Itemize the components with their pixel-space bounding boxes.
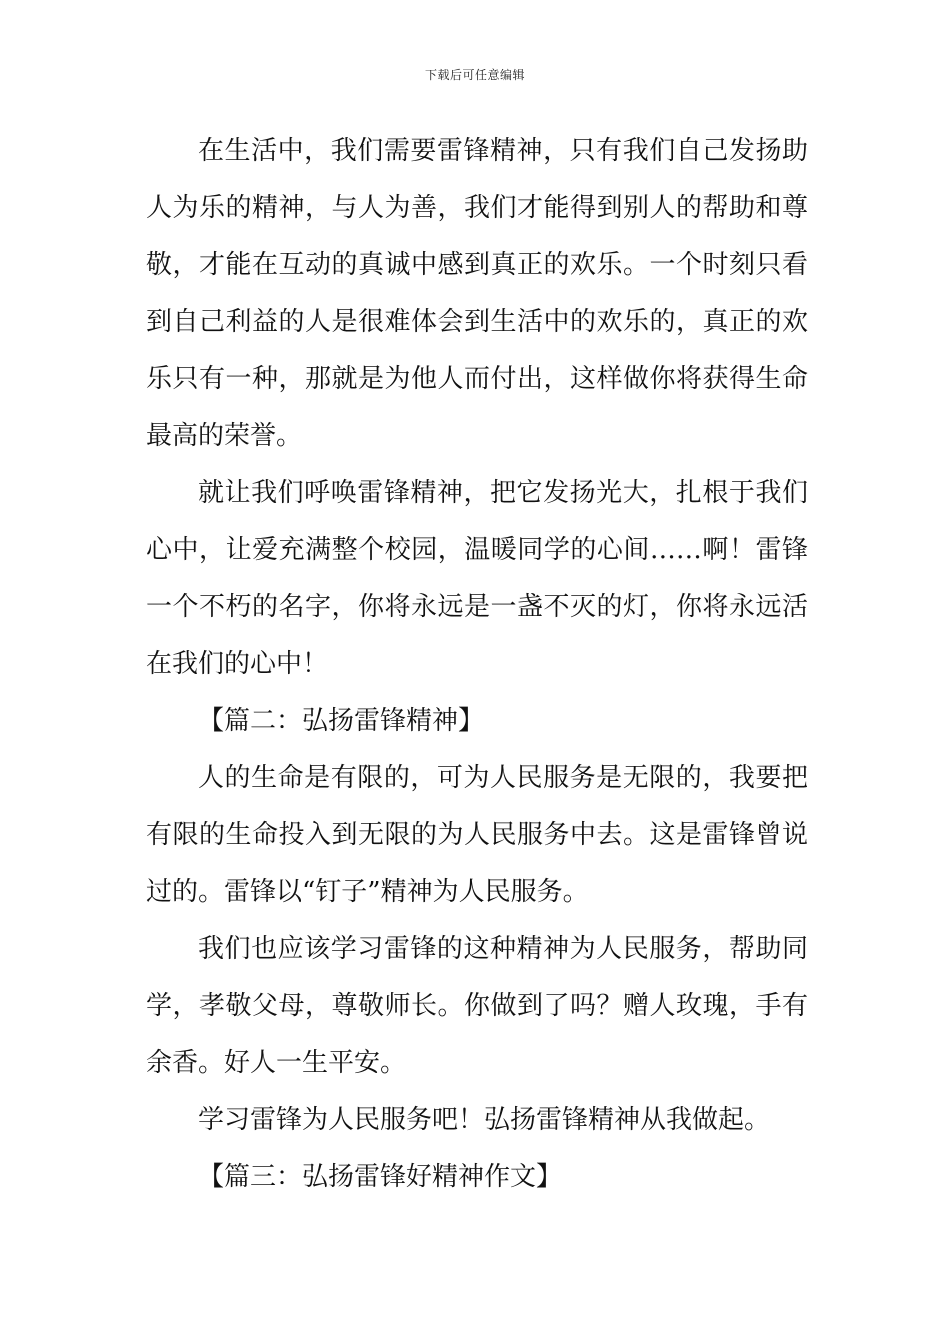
paragraph-2: 就让我们呼唤雷锋精神，把它发扬光大，扎根于我们心中，让爱充满整个校园，温暖同学的心间……啊！雷锋一个不朽的名字，你将永远是一盏不灭的灯，你将永远活在我们的心中！ (146, 478, 808, 679)
paragraph-1: 在生活中，我们需要雷锋精神，只有我们自己发扬助人为乐的精神，与人为善，我们才能得到别人的帮助和尊敬，才能在互动的真诚中感到真正的欢乐。一个时刻只看到自己利益的人是很难体会到生活中的欢乐的，真正的欢乐只有一种，那就是为他人而付出，这样做你将获得生命最高的荣誉。 (146, 136, 808, 451)
paragraph-5: 学习雷锋为人民服务吧！弘扬雷锋精神从我做起。 (198, 1105, 771, 1135)
paragraph-3: 人的生命是有限的，可为人民服务是无限的，我要把有限的生命投入到无限的为人民服务中去。这是雷锋曾说过的。雷锋以“钉子”精神为人民服务。 (146, 763, 808, 907)
paragraph-4: 我们也应该学习雷锋的这种精神为人民服务，帮助同学，孝敬父母，尊敬师长。你做到了吗？赠人玫瑰，手有余香。好人一生平安。 (146, 934, 808, 1078)
header-note: 下载后可任意编辑 (424, 68, 525, 82)
document-body (146, 123, 808, 1206)
section-heading-2: 【篇二：弘扬雷锋精神】 (198, 706, 485, 736)
section-heading-3: 【篇三：弘扬雷锋好精神作文】 (198, 1162, 563, 1192)
